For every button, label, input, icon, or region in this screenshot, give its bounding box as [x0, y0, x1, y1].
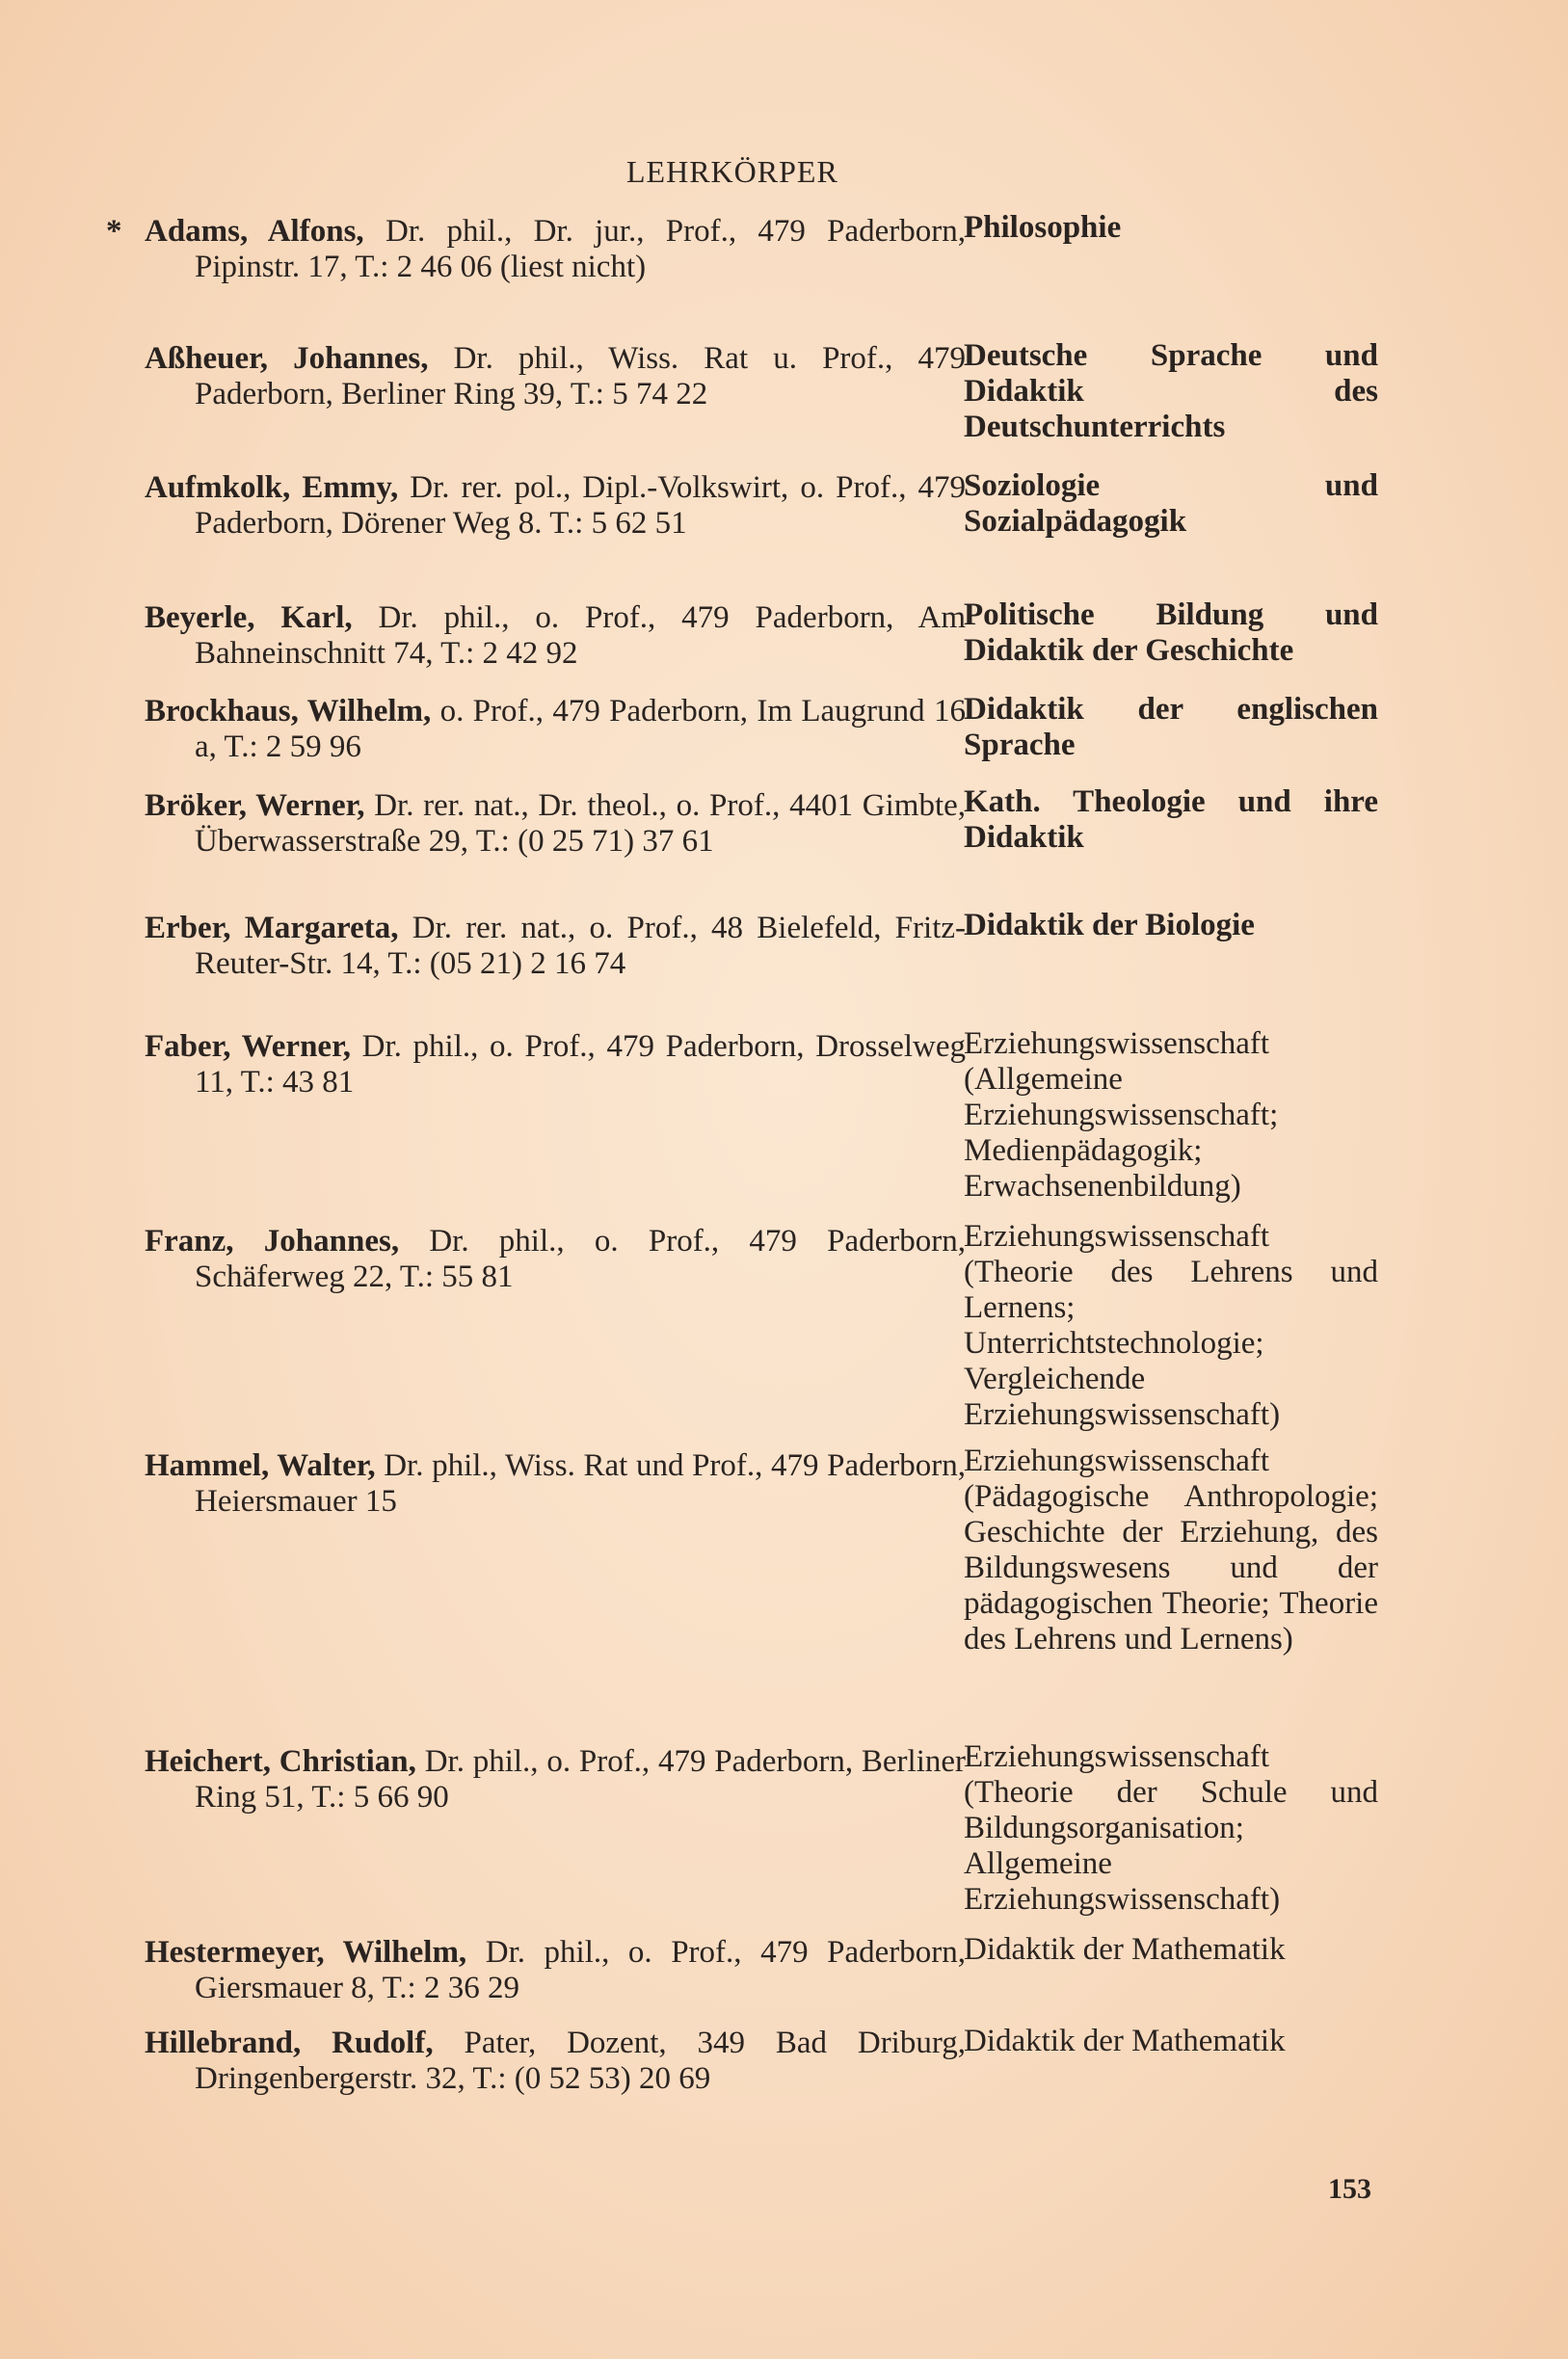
- person-details: Dr. phil., Dr. jur., Prof., 479 Paderborn, Pipinstr. 17, T.: 2 46 06 (liest nicht): [195, 214, 966, 284]
- subject-area: Politische Bildung und Didaktik der Geschichte: [964, 597, 1378, 668]
- subject-area: Philosophie: [964, 210, 1122, 245]
- person-info: [145, 1029, 966, 1100]
- subject-area: Erziehungswissenschaft (Allgemeine Erziehungswissenschaft; Medienpädagogik; Erwachsenenbildung): [964, 1026, 1279, 1204]
- subject-area: Erziehungswissenschaft (Theorie des Lehrens und Lernens; Unterrichtstechnologie; Vergleichende Erziehungswissenschaft): [964, 1219, 1378, 1432]
- person-details: Pater, Dozent, 349 Bad Driburg, Dringenbergerstr. 32, T.: (0 52 53) 20 69: [195, 2026, 966, 2096]
- person-details: Dr. phil., o. Prof., 479 Paderborn, Giersmauer 8, T.: 2 36 29: [195, 1935, 966, 2005]
- person-name: Faber, Werner,: [145, 1029, 351, 1064]
- person-name: Bröker, Werner,: [145, 788, 365, 823]
- person-details: Dr. phil., Wiss. Rat u. Prof., 479 Paderborn, Berliner Ring 39, T.: 5 74 22: [195, 341, 966, 411]
- person-info: [145, 1448, 966, 1520]
- entry-marker: *: [106, 214, 122, 249]
- person-name: Hammel, Walter,: [145, 1448, 376, 1483]
- subject-area: Deutsche Sprache und Didaktik des Deutschunterrichts: [964, 338, 1378, 444]
- person-info: [145, 1744, 966, 1816]
- person-info: [145, 341, 966, 412]
- person-info: [145, 788, 966, 860]
- person-info: [145, 1224, 966, 1295]
- person-info: [106, 214, 966, 285]
- person-info: [145, 600, 966, 672]
- page-number: 153: [1328, 2173, 1371, 2205]
- subject-area: Soziologie und Sozialpädagogik: [964, 468, 1378, 539]
- person-details: Dr. rer. nat., Dr. theol., o. Prof., 4401 Gimbte, Überwasserstraße 29, T.: (0 25 71) 37 61: [195, 788, 967, 859]
- person-name: Heichert, Christian,: [145, 1744, 416, 1779]
- person-name: Brockhaus, Wilhelm,: [145, 694, 432, 729]
- person-info: [145, 1935, 966, 2006]
- person-name: Beyerle, Karl,: [145, 600, 353, 635]
- person-info: [145, 911, 966, 982]
- person-details: Dr. phil., o. Prof., 479 Paderborn, Schäferweg 22, T.: 55 81: [195, 1224, 967, 1294]
- subject-area: Didaktik der Mathematik: [964, 2024, 1286, 2058]
- person-details: o. Prof., 479 Paderborn, Im Laugrund 16 a, T.: 2 59 96: [195, 694, 966, 764]
- person-name: Aufmkolk, Emmy,: [145, 470, 399, 505]
- person-details: Dr. phil., o. Prof., 479 Paderborn, Am Bahneinschnitt 74, T.: 2 42 92: [195, 600, 966, 671]
- page-header: LEHRKÖRPER: [626, 154, 838, 189]
- person-name: Erber, Margareta,: [145, 911, 399, 945]
- person-name: Hestermeyer, Wilhelm,: [145, 1935, 467, 1970]
- subject-area: Didaktik der englischen Sprache: [964, 692, 1378, 762]
- subject-area: Kath. Theologie und ihre Didaktik: [964, 784, 1378, 855]
- subject-area: Didaktik der Biologie: [964, 908, 1255, 942]
- person-details: Dr. rer. nat., o. Prof., 48 Bielefeld, Fritz-Reuter-Str. 14, T.: (05 21) 2 16 74: [195, 911, 966, 981]
- person-details: Dr. phil., o. Prof., 479 Paderborn, Drosselweg 11, T.: 43 81: [195, 1029, 966, 1100]
- person-name: Hillebrand, Rudolf,: [145, 2026, 434, 2060]
- person-name: Franz, Johannes,: [145, 1224, 400, 1259]
- person-info: [145, 470, 966, 542]
- person-name: Aßheuer, Johannes,: [145, 341, 429, 376]
- subject-area: Erziehungswissenschaft (Pädagogische Anthropologie; Geschichte der Erziehung, des Bildungswesens und der pädagogischen Theorie; Theorie des Lehrens und Lernens): [964, 1444, 1378, 1657]
- subject-area: Didaktik der Mathematik: [964, 1932, 1286, 1967]
- person-info: [145, 2026, 966, 2097]
- person-details: Dr. phil., o. Prof., 479 Paderborn, Berliner Ring 51, T.: 5 66 90: [195, 1744, 967, 1815]
- person-details: Dr. phil., Wiss. Rat und Prof., 479 Paderborn, Heiersmauer 15: [195, 1448, 967, 1519]
- person-info: [145, 694, 966, 765]
- person-name: Adams, Alfons,: [145, 214, 364, 249]
- subject-area: Erziehungswissenschaft (Theorie der Schule und Bildungsorganisation; Allgemeine Erziehungswissenschaft): [964, 1739, 1378, 1917]
- person-details: Dr. rer. pol., Dipl.-Volkswirt, o. Prof., 479 Paderborn, Dörener Weg 8. T.: 5 62 51: [195, 470, 966, 541]
